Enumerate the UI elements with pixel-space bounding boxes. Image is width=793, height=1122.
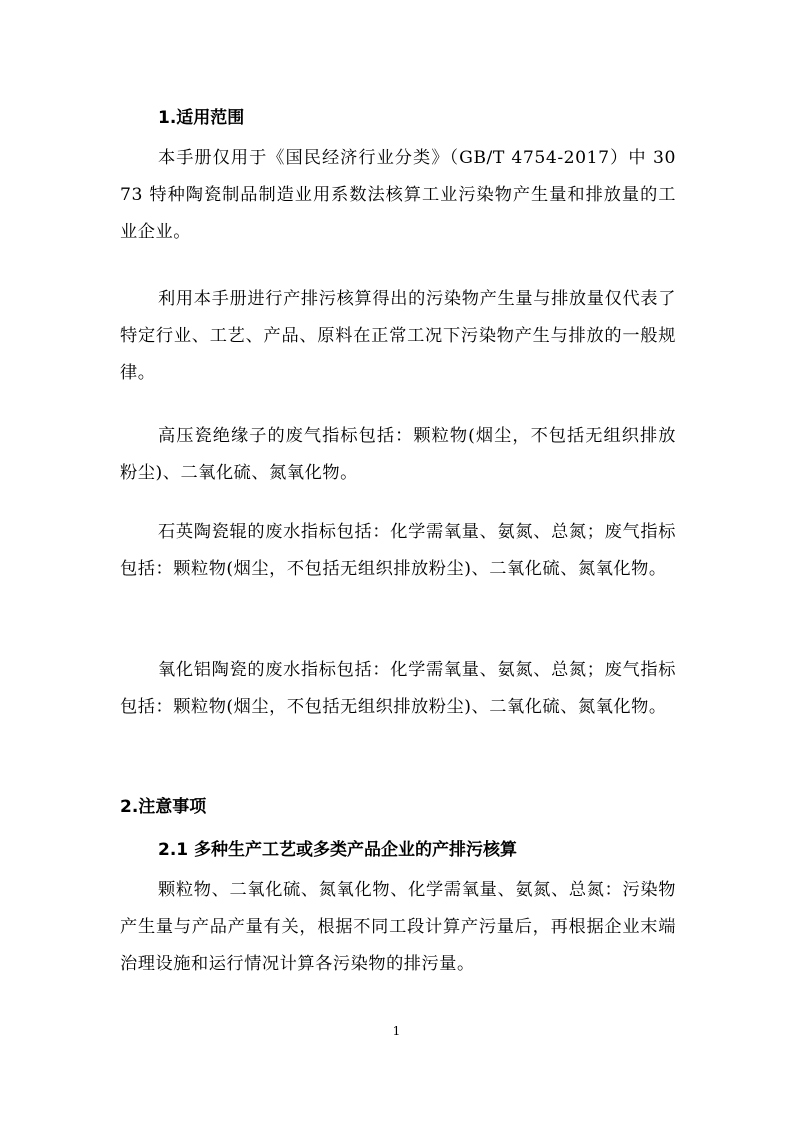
section-title-scope: 1.适用范围 xyxy=(158,108,245,128)
scope-paragraph-1: 本手册仅用于《国民经济行业分类》（GB/T 4754-2017）中 3073 特种陶瓷制品制造业用系数法核算工业污染物产生量和排放量的工业企业。 xyxy=(120,148,676,242)
scope-paragraph-2: 利用本手册进行产排污核算得出的污染物产生量与排放量仅代表了特定行业、工艺、产品、原料在正常工况下污染物产生与排放的一般规律。 xyxy=(120,289,676,383)
scope-paragraph-4: 石英陶瓷辊的废水指标包括：化学需氧量、氨氮、总氮；废气指标包括：颗粒物(烟尘，不包括无组织排放粉尘)、二氧化硫、氮氧化物。 xyxy=(120,522,676,579)
section-title-notes: 2.注意事项 xyxy=(120,797,207,817)
subsection-title-multi-process: 2.1 多种生产工艺或多类产品企业的产排污核算 xyxy=(158,840,518,860)
scope-paragraph-3: 高压瓷绝缘子的废气指标包括：颗粒物(烟尘，不包括无组织排放粉尘)、二氧化硫、氮氧化物。 xyxy=(120,426,676,483)
notes-paragraph-1: 颗粒物、二氧化硫、氮氧化物、化学需氧量、氨氮、总氮：污染物产生量与产品产量有关，根据不同工段计算产污量后，再根据企业末端治理设施和运行情况计算各污染物的排污量。 xyxy=(120,880,676,974)
page-number: 1 xyxy=(392,1024,401,1038)
scope-paragraph-5: 氧化铝陶瓷的废水指标包括：化学需氧量、氨氮、总氮；废气指标包括：颗粒物(烟尘，不包括无组织排放粉尘)、二氧化硫、氮氧化物。 xyxy=(120,660,676,717)
